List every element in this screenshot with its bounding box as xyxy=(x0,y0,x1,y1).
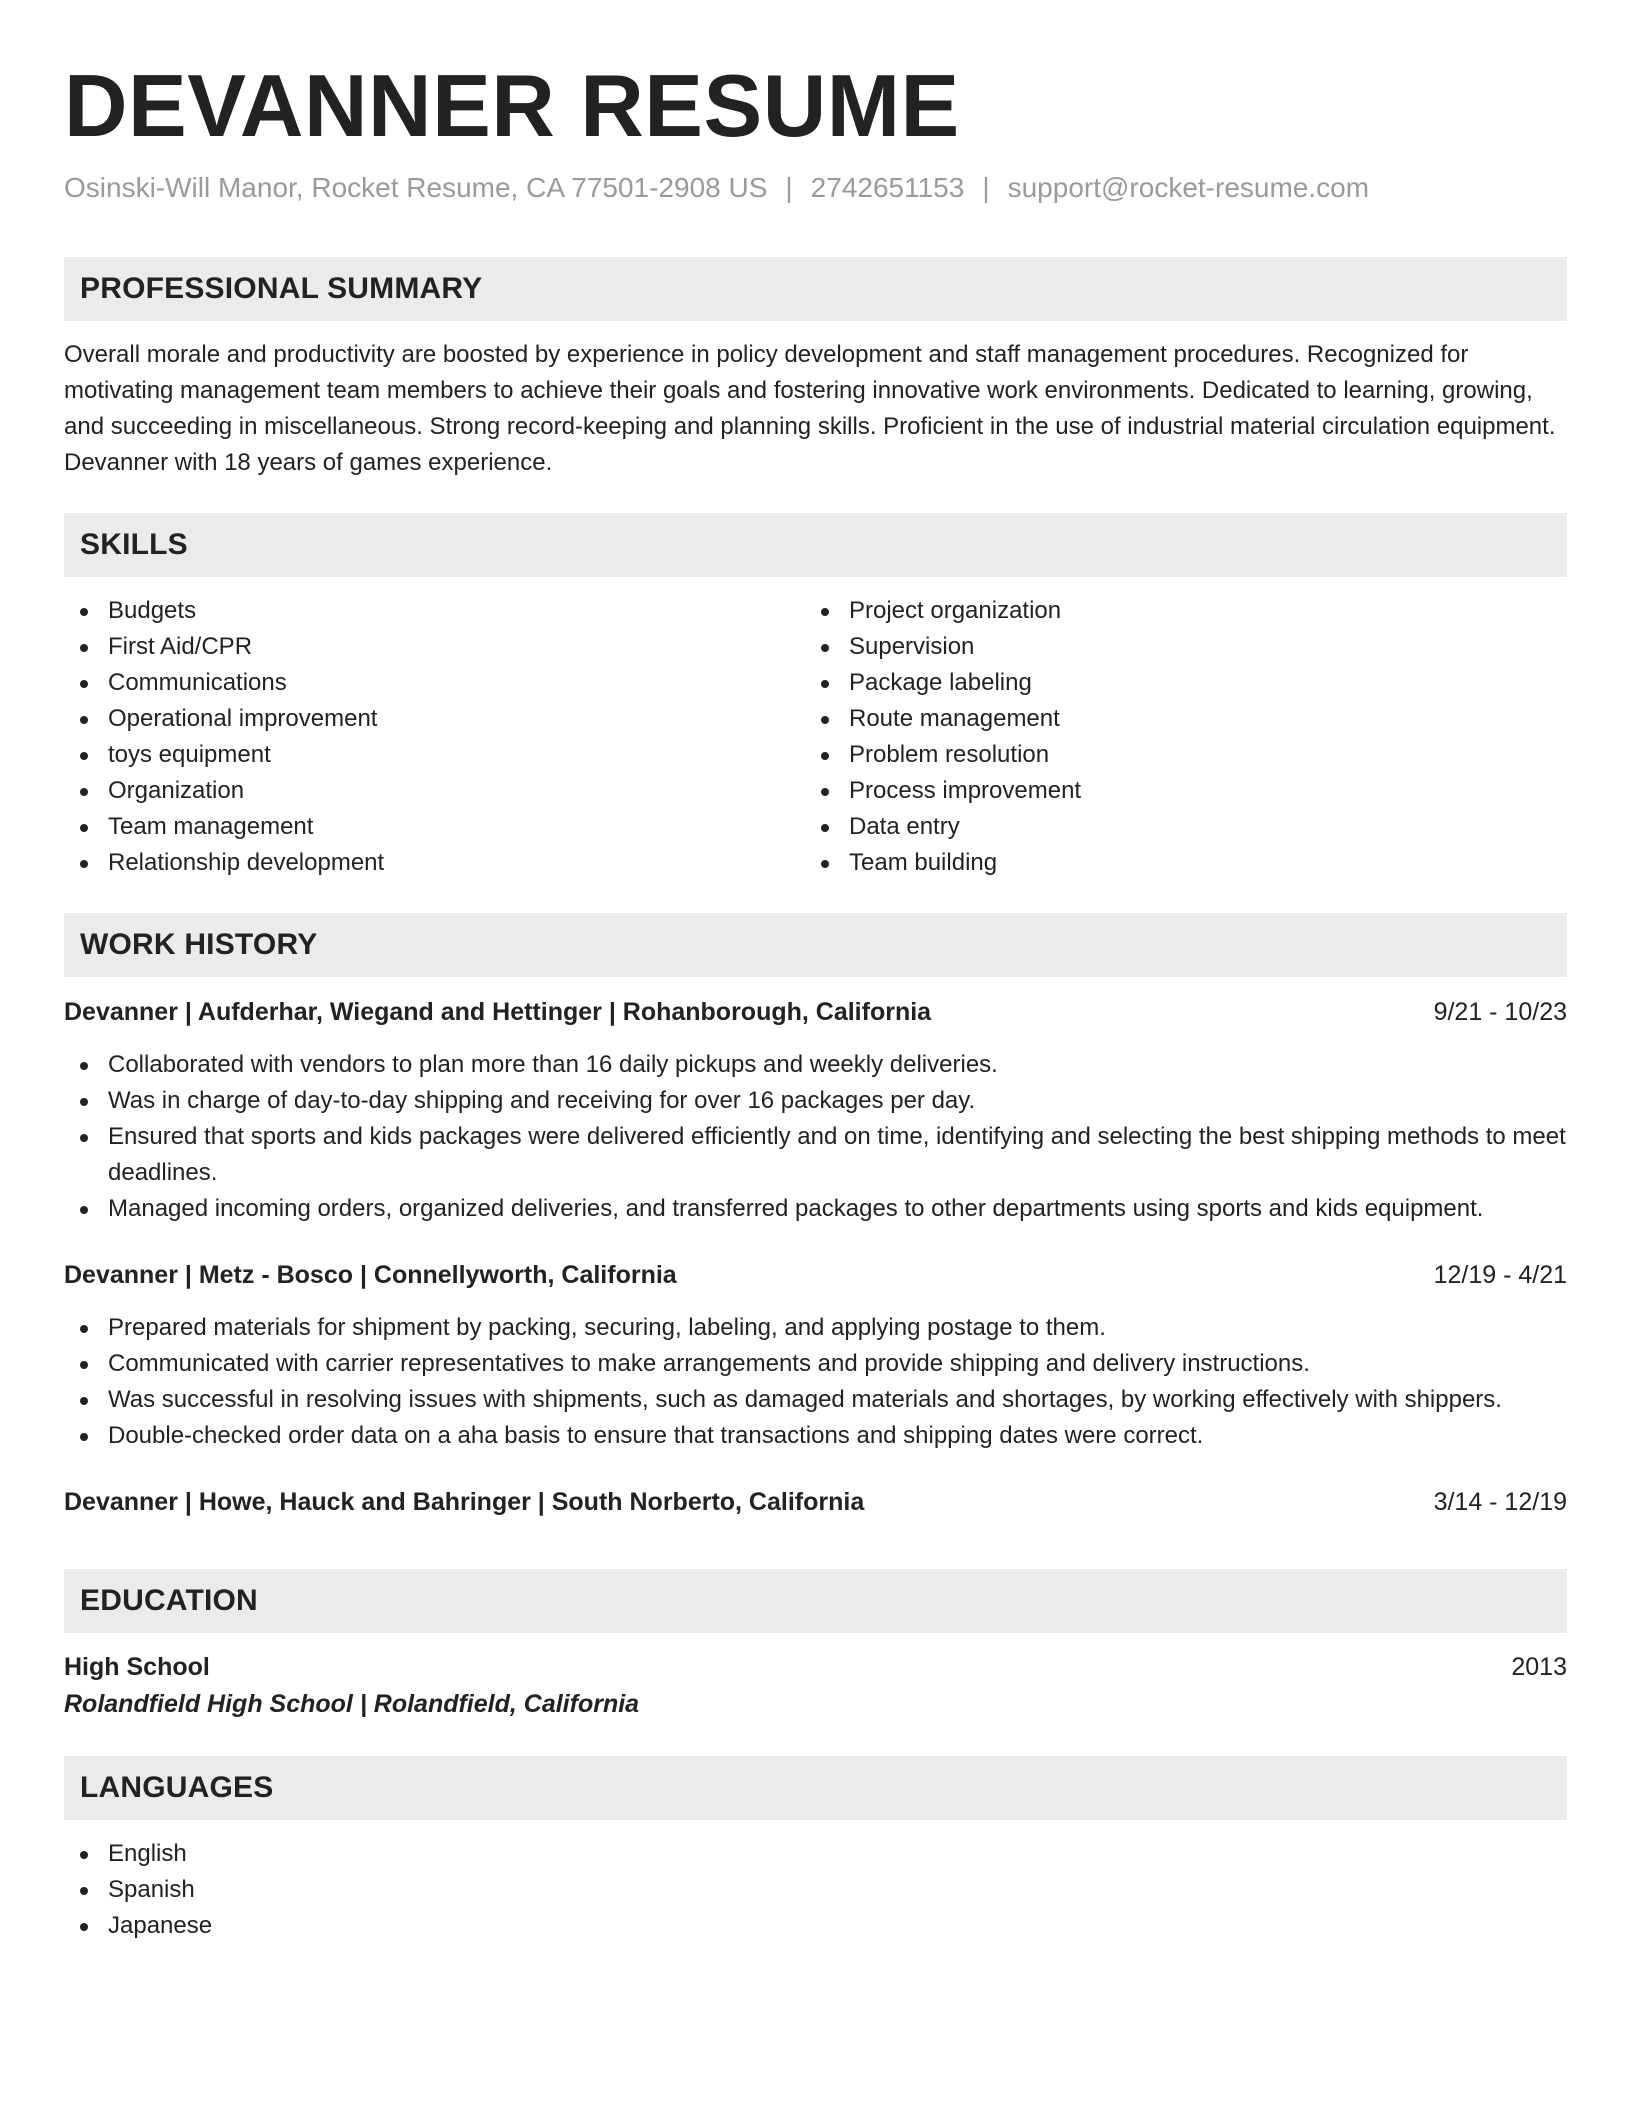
skill-item: Operational improvement xyxy=(64,701,805,737)
skill-item: Process improvement xyxy=(805,773,1546,809)
language-item: English xyxy=(64,1836,1567,1872)
job-heading: Devanner | Metz - Bosco | Connellyworth, California xyxy=(64,1261,677,1289)
contact-phone: 2742651153 xyxy=(810,172,965,203)
job-bullets xyxy=(64,1047,1567,1227)
skill-item: Relationship development xyxy=(64,845,805,881)
contact-separator: | xyxy=(785,172,793,203)
job-dates: 12/19 - 4/21 xyxy=(1433,1261,1567,1289)
skills-list-left xyxy=(64,593,805,881)
section-header-summary: PROFESSIONAL SUMMARY xyxy=(64,257,1567,321)
skills-list-right xyxy=(805,593,1546,881)
skill-item: Organization xyxy=(64,773,805,809)
summary-text: Overall morale and productivity are boosted by experience in policy development and staff management procedures. Recognized for motivating management team members to achieve their goals and fostering innovative work environments. Dedicated to learning, growing, and succeeding in miscellaneous. Strong record-keeping and planning skills. Proficient in the use of industrial material circulation equipment. Devanner with 18 years of games experience. xyxy=(64,341,1556,476)
contact-line xyxy=(64,170,1567,206)
education-school: Rolandfield High School | Rolandfield, California xyxy=(64,1690,640,1718)
job-dates: 3/14 - 12/19 xyxy=(1433,1488,1567,1516)
contact-email: support@rocket-resume.com xyxy=(1007,172,1370,203)
education-row xyxy=(64,1649,1567,1685)
skill-item: Team management xyxy=(64,809,805,845)
job-bullet: Ensured that sports and kids packages were delivered efficiently and on time, identifying and selecting the best shipping methods to meet deadlines. xyxy=(64,1119,1567,1191)
skill-item: Problem resolution xyxy=(805,737,1546,773)
resume-name: DEVANNER RESUME xyxy=(64,56,960,155)
education-degree: High School xyxy=(64,1653,210,1681)
skill-item: Communications xyxy=(64,665,805,701)
skill-item: Budgets xyxy=(64,593,805,629)
skills-grid xyxy=(64,593,1567,881)
job-heading: Devanner | Aufderhar, Wiegand and Hettinger | Rohanborough, California xyxy=(64,998,932,1026)
skill-item: Supervision xyxy=(805,629,1546,665)
languages-list xyxy=(64,1836,1567,1944)
job-bullet: Was successful in resolving issues with shipments, such as damaged materials and shortages, by working effectively with shippers. xyxy=(64,1382,1567,1418)
job-entry xyxy=(64,1485,1567,1519)
job-heading-row xyxy=(64,1258,1567,1292)
job-bullet: Was in charge of day-to-day shipping and receiving for over 16 packages per day. xyxy=(64,1083,1567,1119)
skill-item: Route management xyxy=(805,701,1546,737)
job-bullet: Double-checked order data on a aha basis to ensure that transactions and shipping dates were correct. xyxy=(64,1418,1567,1454)
section-header-work: WORK HISTORY xyxy=(64,913,1567,977)
job-bullet: Managed incoming orders, organized deliveries, and transferred packages to other departments using sports and kids equipment. xyxy=(64,1191,1567,1227)
section-header-languages: LANGUAGES xyxy=(64,1756,1567,1820)
resume-page xyxy=(64,0,1567,1944)
education-entry xyxy=(64,1649,1567,1723)
job-heading-row xyxy=(64,1485,1567,1519)
job-dates: 9/21 - 10/23 xyxy=(1433,998,1567,1026)
skill-item: Package labeling xyxy=(805,665,1546,701)
skill-item: toys equipment xyxy=(64,737,805,773)
education-year: 2013 xyxy=(1511,1653,1567,1681)
contact-address: Osinski-Will Manor, Rocket Resume, CA 77501-2908 US xyxy=(64,172,768,203)
job-heading: Devanner | Howe, Hauck and Bahringer | South Norberto, California xyxy=(64,1488,865,1516)
job-entry xyxy=(64,1258,1567,1454)
language-item: Japanese xyxy=(64,1908,1567,1944)
section-header-education: EDUCATION xyxy=(64,1569,1567,1633)
language-item: Spanish xyxy=(64,1872,1567,1908)
job-bullets xyxy=(64,1310,1567,1454)
job-bullet: Collaborated with vendors to plan more than 16 daily pickups and weekly deliveries. xyxy=(64,1047,1567,1083)
job-bullet: Prepared materials for shipment by packing, securing, labeling, and applying postage to them. xyxy=(64,1310,1567,1346)
skill-item: Team building xyxy=(805,845,1546,881)
section-header-skills: SKILLS xyxy=(64,513,1567,577)
skill-item: First Aid/CPR xyxy=(64,629,805,665)
job-bullet: Communicated with carrier representatives to make arrangements and provide shipping and delivery instructions. xyxy=(64,1346,1567,1382)
job-entry xyxy=(64,995,1567,1227)
skill-item: Project organization xyxy=(805,593,1546,629)
skill-item: Data entry xyxy=(805,809,1546,845)
job-heading-row xyxy=(64,995,1567,1029)
contact-separator: | xyxy=(982,172,990,203)
